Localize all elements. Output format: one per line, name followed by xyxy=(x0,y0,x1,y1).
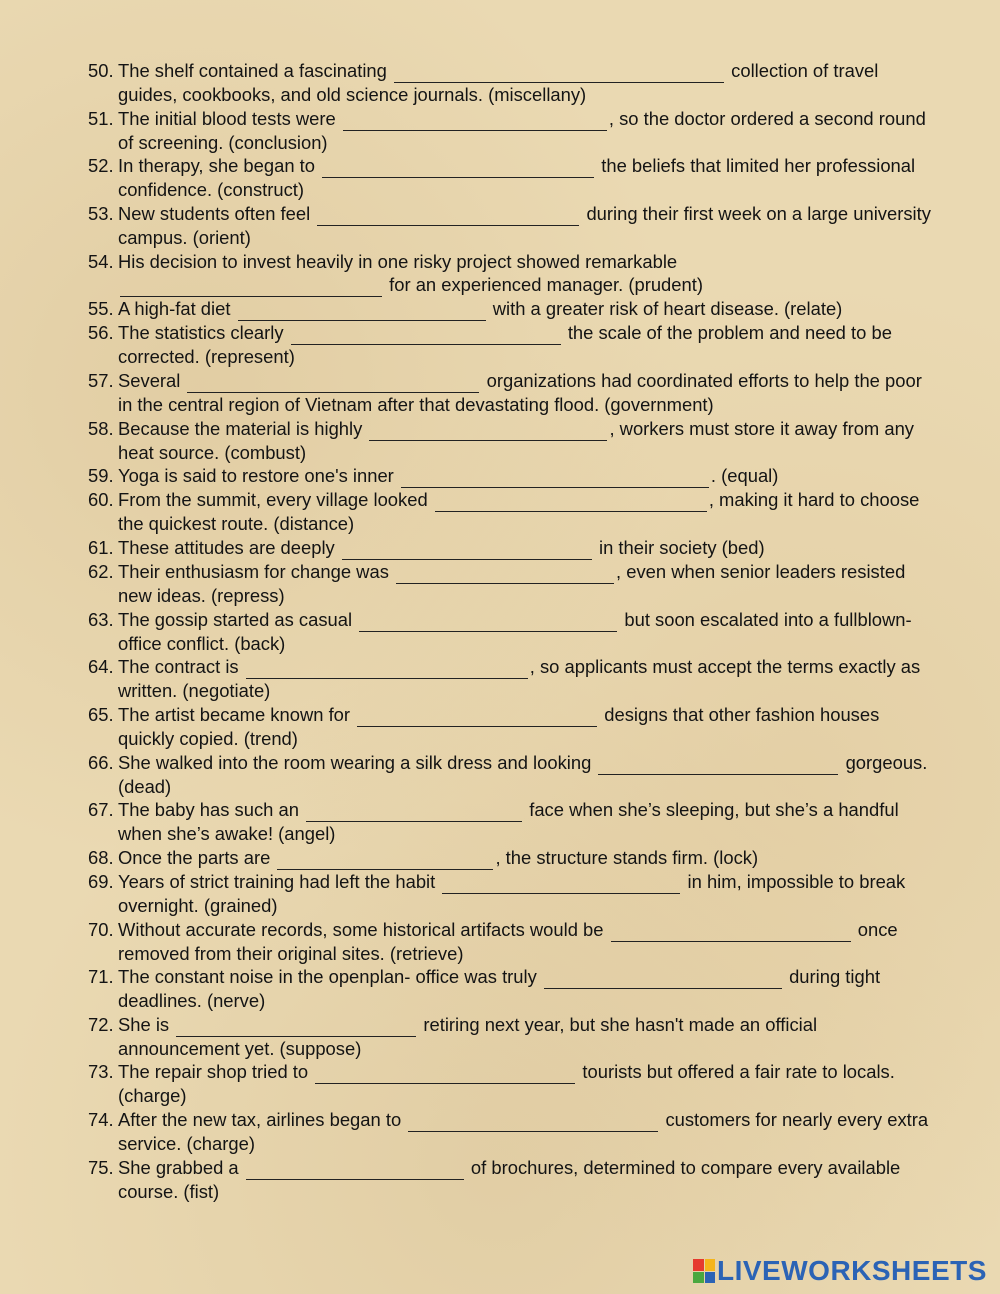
question-item xyxy=(88,464,938,488)
question-text-after: . (equal) xyxy=(710,465,779,487)
question-number: 66. xyxy=(88,751,114,773)
question-number: 56. xyxy=(88,322,114,344)
question-text-after: designs that other fashion houses quickly copied. (trend) xyxy=(118,703,880,749)
question-text-before: The artist became known for xyxy=(118,703,351,725)
question-item xyxy=(88,154,938,202)
answer-blank-input[interactable] xyxy=(187,373,479,393)
question-text-before: Because the material is highly xyxy=(118,417,363,439)
question-number: 57. xyxy=(88,369,114,391)
question-item xyxy=(88,297,938,321)
question-number: 64. xyxy=(88,656,114,678)
question-text-after: collection of travel guides, cookbooks, and old science journals. (miscellany) xyxy=(118,60,879,105)
question-number: 62. xyxy=(88,560,114,582)
answer-blank-input[interactable] xyxy=(401,468,709,488)
logo-text: LIVEWORKSHEETS xyxy=(717,1255,987,1286)
question-text-after: , even when senior leaders resisted new ideas. (repress) xyxy=(118,560,906,606)
question-text-after: with a greater risk of heart disease. (relate) xyxy=(492,298,843,320)
question-item xyxy=(88,250,938,298)
question-text-after: in their society (bed) xyxy=(599,536,765,558)
question-text-before: Without accurate records, some historical artifacts would be xyxy=(118,918,604,940)
answer-blank-input[interactable] xyxy=(120,277,382,297)
answer-blank-input[interactable] xyxy=(306,802,522,822)
question-text-before: His decision to invest heavily in one risky project showed remarkable xyxy=(118,250,678,272)
answer-blank-input[interactable] xyxy=(598,755,838,775)
question-text-after: , so applicants must accept the terms exactly as written. (negotiate) xyxy=(118,656,921,702)
worksheet xyxy=(88,59,938,1203)
question-text-after: retiring next year, but she hasn't made an official announcement yet. (suppose) xyxy=(118,1013,818,1059)
question-text-after: during their first week on a large university campus. (orient) xyxy=(118,202,931,248)
question-text-before: The gossip started as casual xyxy=(118,608,353,630)
question-item xyxy=(88,965,938,1013)
question-item xyxy=(88,107,938,155)
question-text-before: She is xyxy=(118,1013,170,1035)
question-text-after: , the structure stands firm. (lock) xyxy=(495,846,759,868)
question-number: 60. xyxy=(88,489,114,511)
answer-blank-input[interactable] xyxy=(342,540,592,560)
question-text-before: Several xyxy=(118,369,181,391)
liveworksheets-logo-icon xyxy=(693,1259,715,1283)
question-item xyxy=(88,608,938,656)
answer-blank-input[interactable] xyxy=(435,492,707,512)
question-text-before: The initial blood tests were xyxy=(118,107,336,129)
answer-blank-input[interactable] xyxy=(238,301,486,321)
question-text-after: of brochures, determined to compare every available course. (fist) xyxy=(118,1156,901,1202)
question-item xyxy=(88,798,938,846)
question-number: 69. xyxy=(88,870,114,892)
question-text-before: She walked into the room wearing a silk dress and looking xyxy=(118,751,592,773)
question-text-before: The statistics clearly xyxy=(118,322,284,344)
question-item xyxy=(88,1108,938,1156)
question-number: 75. xyxy=(88,1156,114,1178)
question-number: 59. xyxy=(88,465,114,487)
liveworksheets-logo[interactable] xyxy=(693,1255,987,1287)
question-text-before: Once the parts are xyxy=(118,846,271,868)
answer-blank-input[interactable] xyxy=(322,158,594,178)
question-text-after: organizations had coordinated efforts to help the poor in the central region of Vietnam after that devastating flood. (government) xyxy=(118,369,922,415)
question-item xyxy=(88,655,938,703)
question-text-after: in him, impossible to break overnight. (grained) xyxy=(118,870,906,916)
logo-badge-cell xyxy=(693,1259,704,1271)
question-number: 51. xyxy=(88,107,114,129)
question-item xyxy=(88,870,938,918)
question-number: 63. xyxy=(88,608,114,630)
question-item xyxy=(88,1156,938,1204)
question-text-after: , so the doctor ordered a second round of screening. (conclusion) xyxy=(118,107,926,153)
question-text-after: gorgeous. (dead) xyxy=(118,751,928,797)
question-item xyxy=(88,1060,938,1108)
question-number: 50. xyxy=(88,60,114,81)
question-item xyxy=(88,1013,938,1061)
question-item xyxy=(88,202,938,250)
answer-blank-input[interactable] xyxy=(544,969,782,989)
question-text-before: The constant noise in the openplan- office was truly xyxy=(118,966,537,988)
question-text-after: the beliefs that limited her professional confidence. (construct) xyxy=(118,155,916,201)
question-item xyxy=(88,488,938,536)
question-number: 72. xyxy=(88,1013,114,1035)
question-text-before: Yoga is said to restore one's inner xyxy=(118,465,394,487)
question-number: 53. xyxy=(88,202,114,224)
logo-badge-cell xyxy=(705,1259,716,1271)
question-text-after: once removed from their original sites. (retrieve) xyxy=(118,918,898,964)
question-number: 74. xyxy=(88,1109,114,1131)
question-item xyxy=(88,321,938,369)
question-number: 70. xyxy=(88,918,114,940)
question-text-before: New students often feel xyxy=(118,202,311,224)
answer-blank-input[interactable] xyxy=(394,63,724,83)
question-text-after: tourists but offered a fair rate to locals. (charge) xyxy=(118,1061,895,1107)
question-text-before: The baby has such an xyxy=(118,799,299,821)
question-item xyxy=(88,536,938,560)
question-text-before: The contract is xyxy=(118,656,239,678)
answer-blank-input[interactable] xyxy=(246,659,528,679)
question-item xyxy=(88,846,938,870)
question-text-after: , workers must store it away from any heat source. (combust) xyxy=(118,417,915,463)
question-number: 58. xyxy=(88,417,114,439)
question-text-before: She grabbed a xyxy=(118,1156,239,1178)
question-number: 65. xyxy=(88,703,114,725)
question-text-before: The shelf contained a fascinating xyxy=(118,60,387,81)
answer-blank-input[interactable] xyxy=(359,612,617,632)
answer-blank-input[interactable] xyxy=(343,111,607,131)
question-text-before: The repair shop tried to xyxy=(118,1061,309,1083)
answer-blank-input[interactable] xyxy=(442,874,680,894)
question-item xyxy=(88,751,938,799)
answer-blank-input[interactable] xyxy=(408,1112,658,1132)
question-item xyxy=(88,918,938,966)
question-number: 71. xyxy=(88,966,114,988)
question-text-before: After the new tax, airlines began to xyxy=(118,1109,402,1131)
question-text-after: the scale of the problem and need to be corrected. (represent) xyxy=(118,322,892,368)
question-number: 67. xyxy=(88,799,114,821)
question-text-before: These attitudes are deeply xyxy=(118,536,335,558)
question-number: 52. xyxy=(88,155,114,177)
question-item xyxy=(88,59,938,107)
answer-blank-input[interactable] xyxy=(246,1160,464,1180)
answer-blank-input[interactable] xyxy=(317,206,579,226)
question-text-before: A high-fat diet xyxy=(118,298,231,320)
question-number: 55. xyxy=(88,298,114,320)
question-item xyxy=(88,417,938,465)
question-item xyxy=(88,703,938,751)
answer-blank-input[interactable] xyxy=(291,325,561,345)
question-text-after: , making it hard to choose the quickest route. (distance) xyxy=(118,489,920,535)
question-text-before: Years of strict training had left the habit xyxy=(118,870,436,892)
question-text-before: From the summit, every village looked xyxy=(118,489,428,511)
logo-badge-cell xyxy=(693,1272,704,1284)
question-number: 68. xyxy=(88,846,114,868)
answer-blank-input[interactable] xyxy=(277,850,493,870)
logo-badge-cell xyxy=(705,1272,716,1284)
question-text-after: customers for nearly every extra service. (charge) xyxy=(118,1109,929,1155)
answer-blank-input[interactable] xyxy=(315,1064,575,1084)
question-text-after: face when she’s sleeping, but she’s a handful when she’s awake! (angel) xyxy=(118,799,899,845)
question-number: 54. xyxy=(88,250,114,272)
question-number: 73. xyxy=(88,1061,114,1083)
answer-blank-input[interactable] xyxy=(396,564,614,584)
answer-blank-input[interactable] xyxy=(369,421,607,441)
question-text-after: during tight deadlines. (nerve) xyxy=(118,966,881,1012)
question-text-after: but soon escalated into a fullblown- office conflict. (back) xyxy=(118,608,912,654)
question-text-before: In therapy, she began to xyxy=(118,155,315,177)
question-item xyxy=(88,560,938,608)
answer-blank-input[interactable] xyxy=(357,707,597,727)
question-text-after: for an experienced manager. (prudent) xyxy=(389,274,703,296)
question-number: 61. xyxy=(88,536,114,558)
answer-blank-input[interactable] xyxy=(176,1017,416,1037)
question-item xyxy=(88,369,938,417)
question-text-before: Their enthusiasm for change was xyxy=(118,560,389,582)
answer-blank-input[interactable] xyxy=(611,922,851,942)
